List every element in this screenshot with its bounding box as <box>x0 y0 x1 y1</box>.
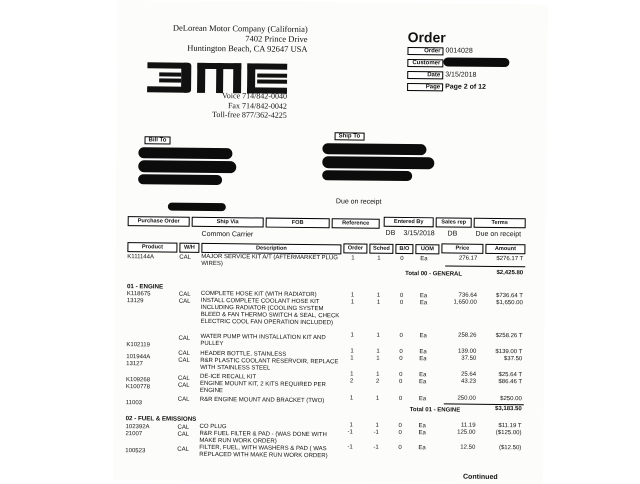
row-bo: 0 <box>399 348 403 356</box>
row-amount: $276.17 T <box>496 255 524 263</box>
row-amount: $86.46 T <box>498 379 523 386</box>
ship-to-redaction-3 <box>322 170 412 181</box>
row-product: 11003 <box>125 400 143 407</box>
row-amount: ($12.50) <box>498 445 522 452</box>
row-description: INSTALL COMPLETE COOLANT HOSE KIT INCLUDING RADIATOR (COOLING SYSTEM BLEED & FAN THERMO SWITCH & SEAL, CHECK ELECTRIC COOL FAN OPERATION INCLUDED) <box>200 297 340 327</box>
order-label: Order <box>407 47 443 55</box>
col-price: Price <box>441 243 483 253</box>
row-sched: 1 <box>376 348 380 355</box>
row-wh: CAL <box>178 335 191 342</box>
row-product: K100778 <box>125 384 151 391</box>
row-order: 1 <box>349 422 353 429</box>
section-fuel-emissions: 02 - FUEL & EMISSIONS <box>125 415 197 423</box>
row-wh: CAL <box>178 350 191 357</box>
customer-redaction <box>443 57 509 67</box>
row-sched: 1 <box>376 371 380 378</box>
row-bo: 0 <box>398 395 403 402</box>
customer-label: Customer <box>407 59 443 67</box>
entered-by-header: Entered By <box>384 217 434 228</box>
row-description: ENGINE MOUNT KIT, 2 KITS REQUIRED PER ENGINE <box>199 380 326 395</box>
row-uom: Ea <box>419 300 428 307</box>
row-uom: Ea <box>419 333 427 340</box>
col-bo: B/O <box>395 244 413 254</box>
ship-to-label: Ship To <box>335 132 365 140</box>
row-order: 2 <box>349 378 354 385</box>
row-bo: 0 <box>399 292 404 300</box>
row-wh: CAL <box>178 375 190 382</box>
fob-header: FOB <box>266 218 330 229</box>
row-order: 1 <box>349 395 354 402</box>
row-order: 1 <box>350 299 355 306</box>
purchase-order-header: Purchase Order <box>128 216 190 227</box>
fax-number: Fax 714/842-0042 <box>227 100 287 111</box>
row-order: -1 <box>347 429 353 436</box>
row-wh: CAL <box>177 431 190 438</box>
row-wh: CAL <box>177 396 190 403</box>
row-description: R&R PLASTIC COOLANT RESERVOIR, REPLACE WITH STAINLESS STEEL <box>200 357 339 372</box>
ship-to-redaction-1 <box>322 143 426 155</box>
row-wh: CAL <box>177 382 190 389</box>
row-price: 258.26 <box>458 332 477 339</box>
date-label: Date <box>407 71 443 79</box>
total-engine-value: $3,183.50 <box>495 405 522 413</box>
bill-to-redaction-2 <box>138 160 236 173</box>
voice-number: Voice 714/842-0040 <box>221 91 288 101</box>
row-order: 1 <box>351 255 355 262</box>
row-sched: 1 <box>375 422 379 429</box>
row-uom: Ea <box>419 372 427 379</box>
row-sched: 2 <box>375 378 380 385</box>
row-sched: -1 <box>373 429 379 436</box>
row-amount: $25.64 T <box>498 372 523 379</box>
company-contact <box>177 91 287 121</box>
total-general-value: $2,425.80 <box>496 269 524 277</box>
row-price: 276.17 <box>458 255 478 262</box>
row-description: FILTER, FUEL, WITH WASHERS & PAD ( WAS REPLACED WITH MAKE RUN WORK ORDER) <box>199 444 328 460</box>
row-product: K109268 <box>125 377 151 384</box>
company-city: Huntington Beach, CA 92647 USA <box>187 42 308 54</box>
row-price: 43.23 <box>460 378 477 385</box>
terms-line: Due on receipt <box>335 198 382 206</box>
row-description: R&R ENGINE MOUNT AND BRACKET (TWO) <box>199 396 325 405</box>
row-bo: 0 <box>398 429 402 436</box>
order-number: 0014028 <box>445 47 473 55</box>
row-description: MAJOR SERVICE KIT A/T (AFTERMARKET PLUG WIRES) <box>201 253 338 268</box>
row-bo: 0 <box>400 255 404 263</box>
row-uom: Ea <box>418 379 427 386</box>
row-sched: 1 <box>376 299 381 306</box>
row-sched: 1 <box>375 395 380 402</box>
row-order: 1 <box>350 292 355 299</box>
row-price: 736.64 <box>458 292 477 299</box>
tollfree-number: Toll-free 877/362-4225 <box>211 109 287 120</box>
continued-label: Continued <box>462 473 498 482</box>
company-street: 7402 Prince Drive <box>245 33 308 44</box>
row-price: 25.64 <box>461 371 477 378</box>
col-amount: Amount <box>485 244 525 254</box>
row-wh: CAL <box>177 424 190 431</box>
row-amount: $139.00 T <box>495 348 523 356</box>
row-price: 37.50 <box>461 355 477 362</box>
terms-header: Terms <box>474 218 526 229</box>
row-bo: 0 <box>399 355 403 362</box>
entered-date-value: 3/15/2018 <box>403 230 435 238</box>
row-bo: 0 <box>398 422 402 429</box>
row-price: 139.00 <box>457 348 477 355</box>
row-uom: Ea <box>418 423 426 430</box>
row-uom: Ea <box>420 256 428 263</box>
row-amount: $736.64 T <box>495 292 523 300</box>
row-bo: 0 <box>398 444 402 451</box>
row-order: 1 <box>350 348 354 355</box>
row-product: 102392A <box>125 424 150 431</box>
row-uom: Ea <box>419 349 427 356</box>
row-price: 1,650.00 <box>453 299 477 306</box>
row-amount: $258.26 T <box>495 332 523 340</box>
bill-to-redaction-1 <box>138 147 232 159</box>
row-uom: Ea <box>419 293 428 300</box>
row-wh: CAL <box>177 446 189 453</box>
reference-header: Reference <box>332 218 380 229</box>
row-price: 12.50 <box>460 444 476 451</box>
order-date: 3/15/2018 <box>445 71 477 79</box>
col-order: Order <box>343 243 367 253</box>
ship-via-header: Ship Via <box>192 217 264 228</box>
sales-rep-value: DB <box>447 230 458 238</box>
row-price: 125.00 <box>457 429 476 436</box>
row-product: 13129 <box>126 298 144 305</box>
row-description: R&R FUEL FILTER & PAD - (WAS DONE WITH MAKE RUN WORK ORDER) <box>199 430 327 445</box>
ship-via-value: Common Carrier <box>201 230 254 239</box>
row-sched: -1 <box>373 444 379 451</box>
sales-rep-header: Sales rep <box>436 217 472 227</box>
row-sched: 1 <box>376 332 380 339</box>
order-sheet <box>113 0 548 484</box>
row-amount: $11.19 T <box>498 423 522 430</box>
row-uom: Ea <box>418 430 426 437</box>
row-bo: 0 <box>399 299 404 307</box>
page-number: Page 2 of 12 <box>445 83 487 91</box>
terms-value: Due on receipt <box>475 230 522 239</box>
row-order: 1 <box>350 332 354 339</box>
row-description: HEADER BOTTLE, STAINLESS <box>200 350 287 358</box>
row-order: 1 <box>350 371 354 378</box>
row-description: DE-ICE RECALL KIT <box>200 373 257 381</box>
row-product: 101944A <box>126 354 151 361</box>
row-bo: 0 <box>399 332 403 340</box>
row-product: K118675 <box>126 291 151 298</box>
row-bo: 0 <box>399 371 403 378</box>
col-sched: Sched <box>369 244 393 254</box>
po-redaction <box>168 203 226 212</box>
row-wh: CAL <box>178 291 191 298</box>
company-address <box>137 22 307 54</box>
row-bo: 0 <box>398 378 403 385</box>
page-label: Page <box>407 83 443 91</box>
row-sched: 1 <box>376 292 381 299</box>
col-uom: UOM <box>415 244 439 254</box>
subtotal-rule <box>445 265 525 267</box>
row-description: WATER PUMP WITH INSTALLATION KIT AND PULLEY <box>200 333 326 348</box>
col-wh: W/H <box>179 243 199 253</box>
row-sched: 1 <box>377 255 381 262</box>
row-amount: $1,650.00 <box>496 299 523 307</box>
total-engine-label: Total 01 - ENGINE <box>409 407 461 414</box>
row-product: 100523 <box>125 448 146 455</box>
row-description: COMPLETE HOSE KIT (WITH RADIATOR) <box>200 290 317 299</box>
row-product: K102119 <box>126 342 150 349</box>
col-description: Description <box>201 243 341 254</box>
total-general-label: Total 00 - GENERAL <box>405 271 463 278</box>
row-wh: CAL <box>178 357 190 364</box>
col-product: Product <box>127 242 177 253</box>
row-order: 1 <box>350 355 354 362</box>
row-price: 250.00 <box>457 395 476 402</box>
section-engine: 01 - ENGINE <box>126 283 164 291</box>
row-amount: ($125.00) <box>495 429 522 437</box>
row-product: 21007 <box>125 431 143 438</box>
row-wh: CAL <box>179 254 192 261</box>
company-name: DeLorean Motor Company (California) <box>172 22 308 34</box>
ship-to-redaction-2 <box>322 156 434 169</box>
row-order: -1 <box>347 444 353 451</box>
row-price: 11.19 <box>460 422 476 429</box>
row-uom: Ea <box>419 356 427 363</box>
row-product: K111144A <box>127 254 155 261</box>
row-sched: 1 <box>376 355 380 362</box>
row-amount: $37.50 <box>503 356 523 363</box>
row-wh: CAL <box>178 298 191 305</box>
bill-to-redaction-3 <box>138 174 222 185</box>
row-uom: Ea <box>418 445 426 452</box>
bill-to-label: Bill To <box>144 136 170 144</box>
row-uom: Ea <box>418 396 427 403</box>
row-product: 13127 <box>126 361 143 368</box>
order-title: Order <box>407 29 446 46</box>
row-description: CO PLUG <box>199 423 227 431</box>
row-amount: $250.00 <box>500 396 522 403</box>
entered-by-value: DB <box>385 229 396 237</box>
